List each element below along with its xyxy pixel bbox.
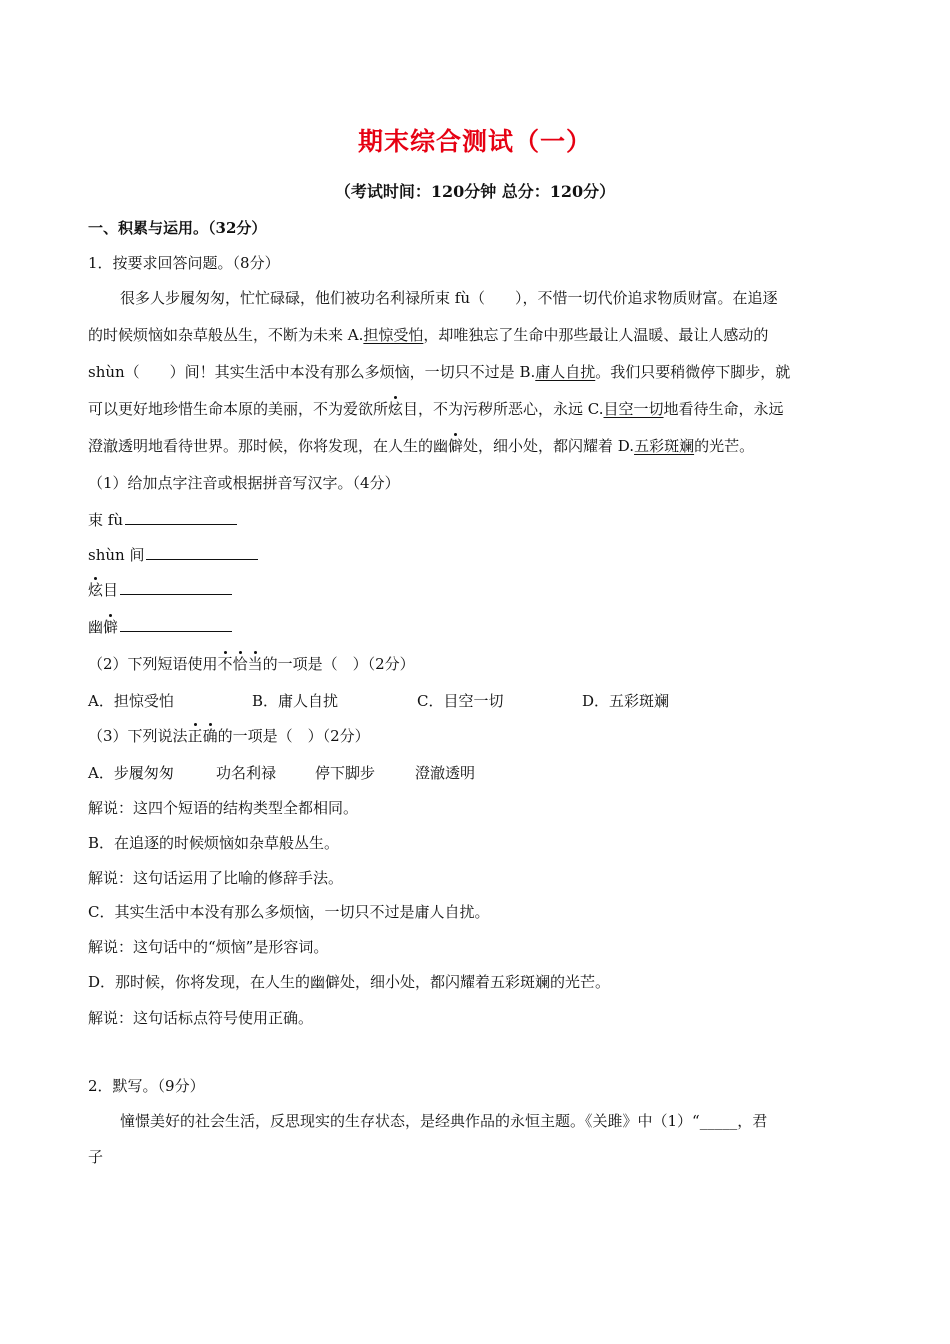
- term-a: 担惊受怕: [363, 326, 424, 344]
- subquestion-3-stem: （3）下列说法正确的一项是（ ）（2分）: [88, 727, 370, 745]
- section-heading: 一、积累与运用。（32分）: [88, 219, 267, 237]
- answer-blank[interactable]: [120, 580, 232, 595]
- term-c: 目空一切: [603, 400, 664, 418]
- dotted-char: 僻: [448, 437, 464, 455]
- option-d[interactable]: D．五彩斑斓: [582, 692, 670, 710]
- term-b: 庸人自扰: [535, 363, 596, 381]
- option-b[interactable]: B．庸人自扰: [252, 692, 339, 710]
- option-a-explanation: 解说：这四个短语的结构类型全都相同。: [88, 799, 359, 817]
- answer-blank[interactable]: [120, 617, 232, 632]
- option-c[interactable]: C．目空一切: [417, 692, 504, 710]
- passage-line-1: 很多人步履匆匆，忙忙碌碌，他们被功名利禄所束 fù（ ），不惜一切代价追求物质财富。在追逐: [120, 289, 778, 307]
- exam-info: （考试时间：120分钟 总分：120分）: [334, 182, 616, 201]
- term-d: 五彩斑斓: [634, 437, 695, 455]
- page-title: 期末综合测试（一）: [357, 127, 592, 156]
- passage-line-5: 澄澈透明地看待世界。那时候，你将发现，在人生的幽僻处，细小处，都闪耀着 D.五彩斑斓的光芒。: [88, 437, 755, 455]
- exam-page: 期末综合测试（一） （考试时间：120分钟 总分：120分） 一、积累与运用。（32分） 1．按要求回答问题。（8分） 很多人步履匆匆，忙忙碌碌，他们被功名利禄所束 fù（ ），不惜一切代价追求物质财富。在追逐 的时候烦恼如杂草般丛生，不断为未来 A.担惊受怕，却唯独忘了生命中那些最让人温暖、最让人感动的 shùn（ ）间！其实生活中本没有那么多烦恼，一切只不过是 B.庸人自扰。我们只要稍微停下脚步，就 可以更好地珍惜生命本原的美丽，不为爱欲所炫目，不为污秽所恶心，永远 C.目空一切地看待生命，永远 澄澈透明地看待世界。那时候，你将发现，在人生的幽僻处，细小处，都闪耀着 D.五彩斑斓的光芒。 （1）给加点字注音或根据拼音写汉字。（4分） 束 fù shùn 间 炫目 幽僻 （2）下列短语使用不恰当的一项是（ ）（2分） A．担惊受怕 B．庸人自扰 C．目空一切 D．五彩斑斓 （3）下列说法正确的一项是（ ）（2分） A．步履匆匆 功名利禄 停下脚步 澄澈透明 解说：这四个短语的结构类型全都相同。 B．在追逐的时候烦恼如杂草般丛生。 解说：这句话运用了比喻的修辞手法。 C．其实生活中本没有那么多烦恼，一切只不过是庸人自扰。 解说：这句话中的“烦恼”是形容词。 D．那时候，你将发现，在人生的幽僻处，细小处，都闪耀着五彩斑斓的光芒。 解说：这句话标点符号使用正确。 2．默写。（9分） 憧憬美好的社会生活，反思现实的生存状态，是经典作品的永恒主题。《关雎》中（1）“_____，君 子: [0, 0, 950, 1344]
- option-d-statement[interactable]: D．那时候，你将发现，在人生的幽僻处，细小处，都闪耀着五彩斑斓的光芒。: [88, 973, 611, 991]
- question-2-line-1: 憧憬美好的社会生活，反思现实的生存状态，是经典作品的永恒主题。《关雎》中（1）“_____，君: [120, 1112, 768, 1130]
- option-d-explanation: 解说：这句话标点符号使用正确。: [88, 1009, 314, 1027]
- option-b-statement[interactable]: B．在追逐的时候烦恼如杂草般丛生。: [88, 834, 340, 852]
- subquestion-1-stem: （1）给加点字注音或根据拼音写汉字。（4分）: [88, 474, 400, 492]
- option-c-explanation: 解说：这句话中的“烦恼”是形容词。: [88, 938, 329, 956]
- answer-line-3: 炫目: [88, 580, 868, 600]
- answer-blank[interactable]: [146, 545, 258, 560]
- option-a[interactable]: A．担惊受怕: [88, 692, 174, 710]
- option-b-explanation: 解说：这句话运用了比喻的修辞手法。: [88, 869, 344, 887]
- passage-line-3: shùn（ ）间！其实生活中本没有那么多烦恼，一切只不过是 B.庸人自扰。我们只要稍微停下脚步，就: [88, 363, 791, 381]
- answer-blank[interactable]: [125, 510, 237, 525]
- option-c-statement[interactable]: C．其实生活中本没有那么多烦恼，一切只不过是庸人自扰。: [88, 903, 490, 921]
- answer-line-4: 幽僻: [88, 617, 868, 637]
- question-1-stem: 1．按要求回答问题。（8分）: [88, 254, 280, 272]
- answer-line-1: 束 fù: [88, 510, 868, 530]
- passage-line-4: 可以更好地珍惜生命本原的美丽，不为爱欲所炫目，不为污秽所恶心，永远 C.目空一切地看待生命，永远: [88, 400, 784, 418]
- passage-line-2: 的时候烦恼如杂草般丛生，不断为未来 A.担惊受怕，却唯独忘了生命中那些最让人温暖、最让人感动的: [88, 326, 769, 344]
- question-2-stem: 2．默写。（9分）: [88, 1077, 205, 1095]
- answer-line-2: shùn 间: [88, 545, 868, 565]
- subquestion-2-stem: （2）下列短语使用不恰当的一项是（ ）（2分）: [88, 655, 415, 673]
- dotted-char: 炫: [388, 400, 404, 418]
- question-2-line-2: 子: [88, 1148, 104, 1166]
